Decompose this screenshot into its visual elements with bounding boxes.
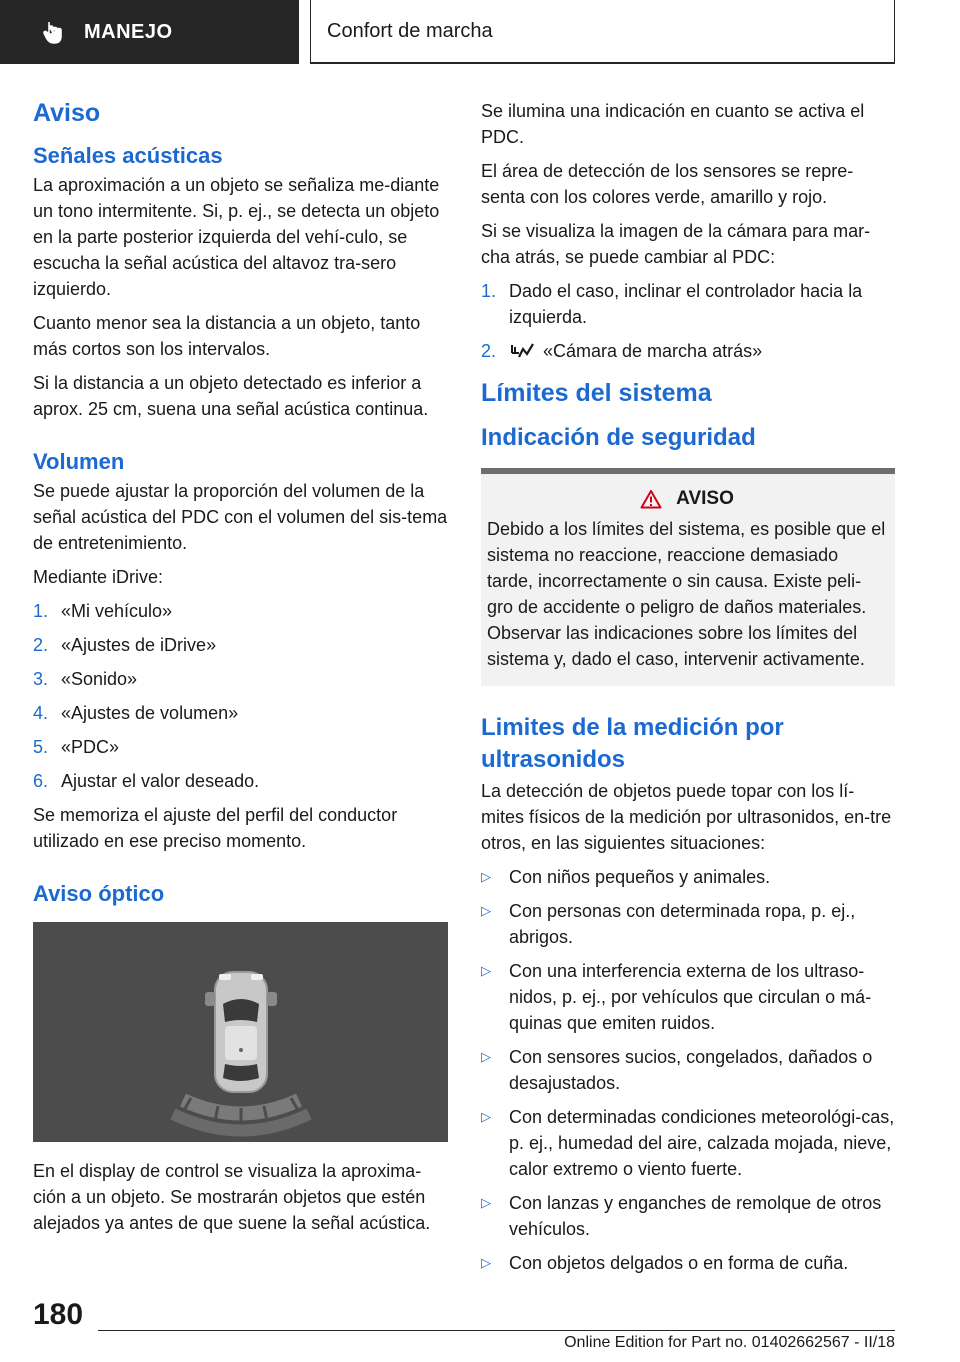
list-item — [481, 278, 895, 330]
list-item — [33, 768, 448, 794]
warning-title: AVISO — [676, 488, 734, 509]
heading-system-limits: Límites del sistema — [481, 379, 712, 407]
list-item — [33, 700, 448, 726]
section-title: MANEJO — [84, 20, 173, 43]
hand-steering-icon — [40, 18, 68, 46]
step-text: Ajustar el valor deseado. — [61, 771, 260, 791]
figure-caption: En el display de control se visualiza la aproxima-ción a un objeto. Se mostrarán objetos que estén alejados ya antes de que suene la señal acústica. — [33, 1161, 431, 1233]
pdc-switch-steps — [481, 278, 895, 364]
step-text: «Mi vehículo» — [61, 601, 173, 621]
list-item — [481, 1190, 895, 1242]
bullet-text: Con personas con determinada ropa, p. ej., abrigos. — [509, 901, 856, 947]
list-item — [481, 1104, 895, 1182]
topic-title: Confort de marcha — [327, 19, 493, 42]
paragraph: Cuanto menor sea la distancia a un objeto, tanto más cortos son los intervalos. — [33, 313, 421, 359]
step-number: 3. — [33, 669, 49, 689]
step-text: «Cámara de marcha atrás» — [543, 341, 763, 361]
paragraph: Se ilumina una indicación en cuanto se activa el PDC. — [481, 101, 865, 147]
footer-divider — [98, 1330, 895, 1331]
list-item — [33, 734, 448, 760]
bullet-triangle-icon: ▷ — [481, 1109, 491, 1124]
bullet-triangle-icon: ▷ — [481, 1049, 491, 1064]
bullet-triangle-icon: ▷ — [481, 903, 491, 918]
bullet-triangle-icon: ▷ — [481, 1195, 491, 1210]
step-text: Dado el caso, inclinar el controlador hacia la izquierda. — [509, 281, 863, 327]
step-number: 2. — [481, 341, 497, 361]
step-number: 1. — [481, 281, 497, 301]
step-number: 5. — [33, 737, 49, 757]
bullet-text: Con objetos delgados o en forma de cuña. — [509, 1253, 849, 1273]
bullet-text: Con niños pequeños y animales. — [509, 867, 771, 887]
heading-safety-note: Indicación de seguridad — [481, 424, 756, 451]
list-item — [481, 958, 895, 1036]
bullet-text: Con determinadas condiciones meteorológi-cas, p. ej., humedad del aire, calzada mojada, nieve, calor extremo o viento fuerte. — [509, 1107, 895, 1179]
topic-tab[interactable] — [310, 0, 895, 64]
right-column — [481, 98, 895, 1284]
section-tab[interactable] — [0, 0, 299, 64]
sensor-zones — [173, 1098, 309, 1131]
limitations-list — [481, 864, 895, 1276]
warning-text: Debido a los límites del sistema, es posible que el sistema no reaccione, reaccione demasiado tarde, incorrectamente o sin causa. Existe peli-gro de accidente o peligro de daños materiales. Observar las indicaciones sobre los límites del sistema y, dado el caso, intervenir activamente. — [487, 519, 886, 669]
step-number: 1. — [33, 601, 49, 621]
heading-acoustic-signals: Señales acústicas — [33, 143, 223, 168]
warning-box — [481, 468, 895, 686]
bullet-triangle-icon: ▷ — [481, 1255, 491, 1270]
paragraph: Si la distancia a un objeto detectado es inferior a aprox. 25 cm, suena una señal acústica continua. — [33, 373, 429, 419]
list-item — [481, 898, 895, 950]
list-item — [481, 338, 895, 364]
heading-volume: Volumen — [33, 449, 125, 474]
bullet-triangle-icon: ▷ — [481, 869, 491, 884]
bullet-text: Con lanzas y enganches de remolque de otros vehículos. — [509, 1193, 882, 1239]
paragraph: Mediante iDrive: — [33, 567, 164, 587]
step-text: «PDC» — [61, 737, 120, 757]
list-item — [33, 598, 448, 624]
list-item — [481, 1044, 895, 1096]
bullet-triangle-icon: ▷ — [481, 963, 491, 978]
page-number: 180 — [33, 1298, 84, 1331]
list-item — [481, 1250, 895, 1276]
step-text: «Sonido» — [61, 669, 138, 689]
heading-optical-warning: Aviso óptico — [33, 881, 165, 906]
paragraph: La aproximación a un objeto se señaliza me-diante un tono intermitente. Si, p. ej., se detecta un objeto en la parte posterior izquierda del vehí-culo, se escucha la señal acústica del altavoz tra-sero izquierdo. — [33, 175, 440, 299]
step-text: «Ajustes de iDrive» — [61, 635, 217, 655]
step-text: «Ajustes de volumen» — [61, 703, 239, 723]
paragraph: Se puede ajustar la proporción del volumen de la señal acústica del PDC con el volumen del sis-tema de entretenimiento. — [33, 481, 448, 553]
list-item — [33, 632, 448, 658]
bullet-text: Con una interferencia externa de los ultraso-nidos, p. ej., por vehículos que circulan o má-quinas que emiten ruidos. — [509, 961, 872, 1033]
idrive-steps-list — [33, 598, 448, 794]
left-column — [33, 98, 448, 1244]
section-heading-aviso: Aviso — [33, 99, 101, 127]
step-number: 2. — [33, 635, 49, 655]
paragraph: La detección de objetos puede topar con los lí-mites físicos de la medición por ultrasonidos, en-tre otros, en las siguientes situaciones: — [481, 781, 892, 853]
warning-triangle-icon — [640, 489, 662, 509]
paragraph: El área de detección de los sensores se repre-senta con los colores verde, amarillo y rojo. — [481, 161, 854, 207]
step-number: 4. — [33, 703, 49, 723]
list-item — [33, 666, 448, 692]
car-topview-icon — [205, 972, 277, 1092]
list-item — [481, 864, 895, 890]
bullet-text: Con sensores sucios, congelados, dañados o desajustados. — [509, 1047, 873, 1093]
rear-camera-icon — [509, 341, 535, 361]
heading-ultrasonic-limits: Limites de la medición por ultrasonidos — [481, 714, 784, 773]
pdc-display-image — [33, 922, 448, 1142]
footer-edition: Online Edition for Part no. 01402662567 - II/18 — [564, 1334, 895, 1351]
paragraph: Se memoriza el ajuste del perfil del conductor utilizado en ese preciso momento. — [33, 805, 398, 851]
paragraph: Si se visualiza la imagen de la cámara para mar-cha atrás, se puede cambiar al PDC: — [481, 221, 871, 267]
step-number: 6. — [33, 771, 49, 791]
